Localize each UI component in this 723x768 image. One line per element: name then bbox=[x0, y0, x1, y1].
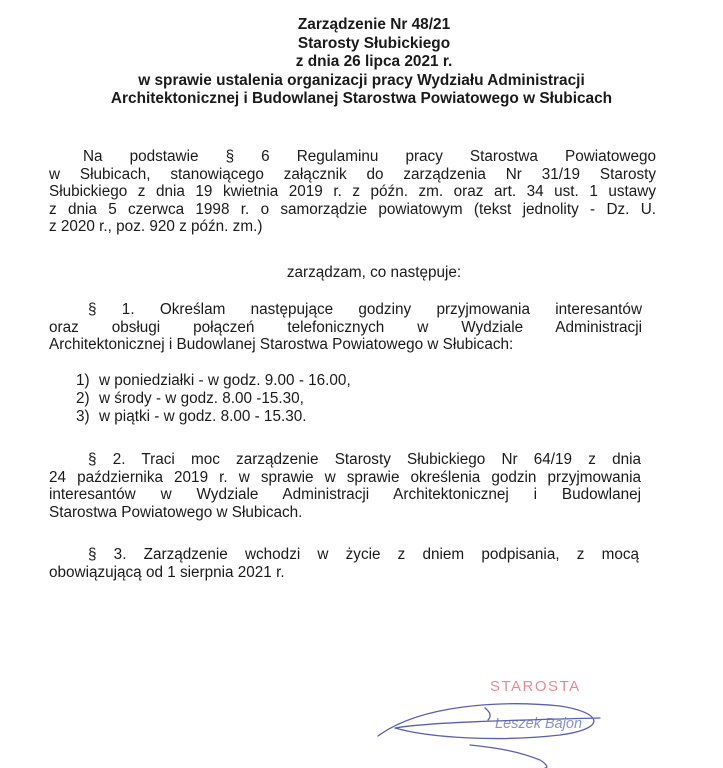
section-3-paragraph bbox=[49, 546, 639, 581]
section-1-paragraph bbox=[49, 301, 642, 354]
preamble-line: w Słubicach, stanowiącego załącznik do zarządzenia Nr 31/19 Starosty bbox=[49, 165, 656, 183]
list-item bbox=[76, 408, 351, 426]
section-1-line: oraz obsługi połączeń telefonicznych w Wydziale Administracji bbox=[49, 318, 642, 336]
document-date: z dnia 26 lipca 2021 r. bbox=[295, 53, 453, 70]
list-item-text: w środy - w godz. 8.00 -15.30, bbox=[99, 389, 304, 407]
list-item-number: 1) bbox=[76, 372, 90, 389]
signature-stamp-title: STAROSTA bbox=[490, 678, 581, 695]
preamble-paragraph bbox=[49, 148, 656, 236]
section-3-line: obowiązującą od 1 sierpnia 2021 r. bbox=[49, 563, 285, 581]
section-1-line: Architektonicznej i Budowlanej Starostwa Powiatowego w Słubicach: bbox=[49, 336, 514, 354]
section-2-line: interesantów w Wydziale Administracji Architektonicznej i Budowlanej bbox=[49, 486, 641, 504]
list-item-text: w piątki - w godz. 8.00 - 15.30. bbox=[99, 407, 307, 425]
section-2-line: 24 października 2019 r. w sprawie w sprawie określenia godzin przyjmowania bbox=[49, 468, 641, 486]
document-header bbox=[0, 16, 723, 109]
section-2-line: § 2. Traci moc zarządzenie Starosty Słubickiego Nr 64/19 z dnia bbox=[88, 451, 641, 468]
preamble-line: z 2020 r., poz. 920 z późn. zm.) bbox=[49, 218, 263, 236]
section-1-line: § 1. Określam następujące godziny przyjmowania interesantów bbox=[88, 301, 642, 318]
section-2-line: Starostwa Powiatowego w Słubicach. bbox=[49, 503, 303, 521]
preamble-line: Na podstawie § 6 Regulaminu pracy Starostwa Powiatowego bbox=[83, 148, 656, 165]
office-hours-list bbox=[76, 372, 351, 425]
document-title: Zarządzenie Nr 48/21 bbox=[297, 16, 451, 33]
list-item bbox=[76, 372, 351, 390]
list-item-text: w poniedziałki - w godz. 9.00 - 16.00, bbox=[99, 372, 351, 389]
section-2-paragraph bbox=[49, 451, 641, 521]
document-issuer: Starosty Słubickiego bbox=[297, 34, 451, 52]
preamble-line: z dnia 5 czerwca 1998 r. o samorządzie powiatowym (tekst jednolity - Dz. U. bbox=[49, 200, 656, 218]
signature-stamp-name: Leszek Bajon bbox=[495, 716, 583, 732]
decree-statement: zarządzam, co następuje: bbox=[286, 264, 462, 281]
list-item bbox=[76, 390, 351, 408]
preamble-line: Słubickiego z dnia 19 kwietnia 2019 r. z późn. zm. oraz art. 34 ust. 1 ustawy bbox=[49, 183, 656, 201]
document-subject-line1: w sprawie ustalenia organizacji pracy Wydziału Administracji bbox=[138, 71, 585, 89]
section-3-line: § 3. Zarządzenie wchodzi w życie z dniem podpisania, z mocą bbox=[88, 546, 639, 563]
document-subject-line2: Architektonicznej i Budowlanej Starostwa Powiatowego w Słubicach bbox=[110, 90, 613, 107]
list-item-number: 3) bbox=[76, 407, 90, 425]
list-item-number: 2) bbox=[76, 389, 90, 407]
